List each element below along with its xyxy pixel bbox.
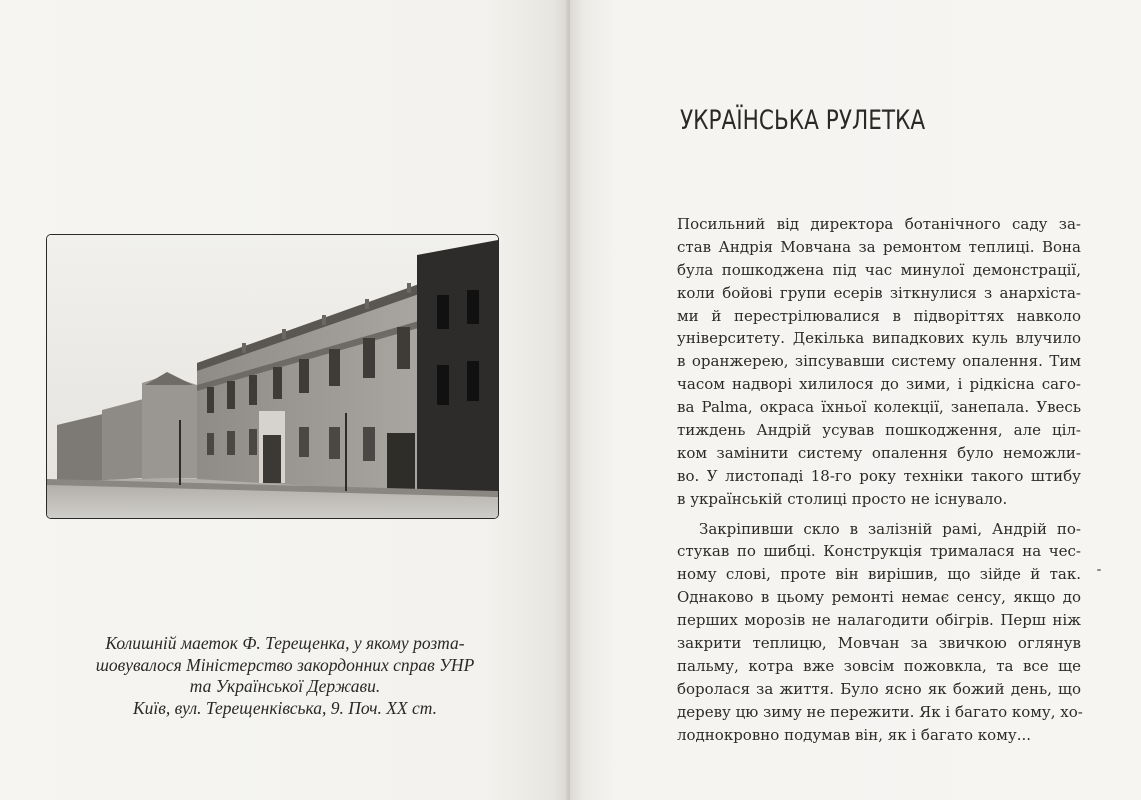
- caption-line: Київ, вул. Терещенківська, 9. Поч. XX ст.: [132, 697, 437, 718]
- left-page: [0, 0, 570, 800]
- text-line: перших морозів не налагодити обігрів. Перш ніж: [677, 611, 1081, 630]
- caption-line: та Української Держави.: [189, 676, 381, 696]
- text-line: ком замінити систему опалення було неможли-: [677, 443, 1081, 462]
- text-line: стукав по шибці. Конструкція трималася на чес-: [677, 542, 1081, 561]
- text-line: ному слові, проте він вирішив, що зійде й так.: [677, 565, 1081, 584]
- chapter-body: [677, 213, 1081, 746]
- text-line: Закріпивши скло в залізній рамі, Андрій по-: [699, 519, 1081, 538]
- text-line: дереву цю зиму не пережити. Як і багато кому, хо-: [677, 702, 1083, 721]
- text-line: во. У листопаді 18-го року техніки такого штибу: [677, 466, 1081, 485]
- text-line: університету. Декілька випадкових куль влучило: [677, 329, 1081, 348]
- text-line: часом надворі хилилося до зими, і рідкісна саго-: [677, 375, 1081, 394]
- text-line: Однаково в цьому ремонті немає сенсу, якщо до: [677, 588, 1081, 607]
- text-line: пальму, котра вже зовсім пожовкла, та все ще: [677, 656, 1081, 675]
- text-line: тиждень Андрій усував пошкодження, але ціл-: [677, 421, 1081, 440]
- building-photo-image: [47, 235, 498, 518]
- historical-photo: [46, 234, 499, 519]
- text-line: лоднокровно подумав він, як і багато кому...: [677, 725, 1032, 744]
- paper-speck: [1097, 569, 1101, 571]
- text-line: коли бойові групи есерів зіткнулися з анархіста-: [677, 283, 1081, 302]
- text-line: боролася за життя. Було ясно як божий день, що: [677, 679, 1081, 698]
- text-line: став Андрія Мовчана за ремонтом теплиці. Вона: [677, 237, 1081, 256]
- text-line: закрити теплицю, Мовчан за звичкою оглянув: [677, 634, 1081, 653]
- caption-line: шовувалося Міністерство закордонних справ УНР: [95, 654, 475, 675]
- chapter-title: УКРАЇНСЬКА РУЛЕТКА: [680, 105, 926, 136]
- text-line: в оранжерею, зіпсувавши систему опалення. Тим: [677, 352, 1081, 371]
- text-line: ми й перестрілювалися в підворіттях навколо: [677, 306, 1081, 325]
- text-line: ва Palma, окраса їхньої колекції, занепала. Увесь: [677, 398, 1081, 417]
- text-line: була пошкоджена під час минулої демонстрації,: [677, 260, 1081, 279]
- photo-caption: [80, 633, 490, 719]
- text-line: в українській столиці просто не існувало.: [677, 489, 1008, 508]
- caption-line: Колишній маеток Ф. Терещенка, у якому розта-: [105, 633, 465, 653]
- text-line: Посильний від директора ботанічного саду за-: [677, 215, 1081, 233]
